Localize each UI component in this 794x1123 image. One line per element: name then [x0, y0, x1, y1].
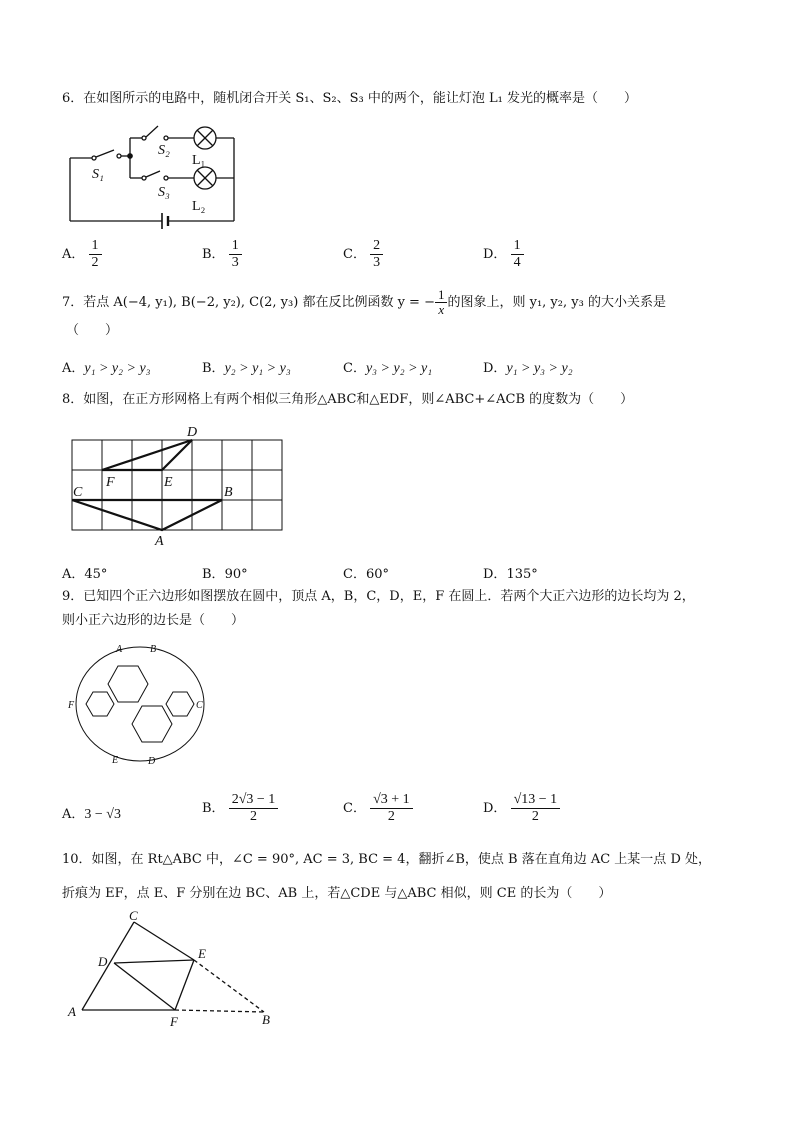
- s2-label: S₂: [158, 143, 170, 158]
- q8-grid-figure: [62, 420, 292, 550]
- q8-option-d[interactable]: D．135°: [483, 567, 538, 582]
- q7-option-a[interactable]: A．y₁ > y₂ > y₃: [62, 361, 151, 376]
- q7-option-c[interactable]: C．y₃ > y₂ > y₁: [343, 361, 433, 376]
- q6-option-d-frac: $\frac{1}{4}$: [511, 238, 524, 271]
- q10-label-c: C: [129, 908, 138, 923]
- s3-label: S₃: [158, 185, 170, 200]
- q8-stem: 8．如图，在正方形网格上有两个相似三角形△ABC和△EDF，则∠ABC+∠ACB 的度数为（ ）: [62, 392, 634, 407]
- q7-paren: （ ）: [66, 323, 119, 338]
- q7-stem: 7．若点 A(−4, y₁), B(−2, y₂), C(2, y₃) 都在反比例函数 y = − $\frac{1}{x}$ 的图象上，则 y₁, y₂, y₃ 的大小关系是: [62, 287, 666, 317]
- q8-option-a[interactable]: A．45°: [62, 567, 108, 582]
- q9-stem-line2: 则小正六边形的边长是（ ）: [62, 613, 245, 628]
- q9-label-f: F: [68, 700, 75, 711]
- q8-label-d: D: [187, 425, 198, 440]
- q10-triangle-figure: [62, 908, 282, 1028]
- q6-circuit-figure: [62, 116, 252, 231]
- q8-option-b[interactable]: B．90°: [202, 567, 248, 582]
- q9-label-e: E: [112, 755, 119, 766]
- q9-option-b[interactable]: B． $\frac{2√3 - 1}{2}$: [202, 792, 278, 825]
- q8-label-e: E: [164, 475, 173, 490]
- q8-label-c: C: [73, 485, 83, 500]
- q9-label-a: A: [116, 644, 123, 655]
- q6-option-b[interactable]: B． $\frac{1}{3}$: [202, 238, 242, 271]
- q10-label-b: B: [262, 1012, 270, 1027]
- q6-option-d[interactable]: D． $\frac{1}{4}$: [483, 238, 524, 271]
- q9-hexagon-figure: [66, 638, 216, 773]
- q8-label-f: F: [106, 475, 115, 490]
- q9-label-d: D: [148, 756, 156, 767]
- q9-option-d[interactable]: D． $\frac{√13 - 1}{2}$: [483, 792, 560, 825]
- q7-option-d[interactable]: D．y₁ > y₃ > y₂: [483, 361, 573, 376]
- q10-label-d: D: [98, 954, 108, 969]
- q10-label-e: E: [198, 946, 206, 961]
- q6-option-b-frac: $\frac{1}{3}$: [229, 238, 242, 271]
- q9-label-c: C: [196, 700, 203, 711]
- l2-label: L₂: [192, 199, 206, 214]
- q6-option-a-frac: $\frac{1}{2}$: [89, 238, 102, 271]
- q9-option-a[interactable]: A．3 − √3: [62, 807, 121, 822]
- q7-frac: $\frac{1}{x}$: [435, 288, 448, 317]
- q8-option-c[interactable]: C．60°: [343, 567, 389, 582]
- q6-option-a[interactable]: A． $\frac{1}{2}$: [62, 238, 102, 271]
- q6-option-c-frac: $\frac{2}{3}$: [370, 238, 383, 271]
- q7-option-b[interactable]: B．y₂ > y₁ > y₃: [202, 361, 291, 376]
- q10-stem-line2: 折痕为 EF，点 E、F 分别在边 BC、AB 上，若△CDE 与△ABC 相似，则 CE 的长为（ ）: [62, 886, 612, 901]
- q9-option-c[interactable]: C． $\frac{√3 + 1}{2}$: [343, 792, 413, 825]
- l1-label: L₁: [192, 153, 206, 168]
- q9-label-b: B: [150, 644, 157, 655]
- q10-label-a: A: [68, 1004, 76, 1019]
- s1-label: S₁: [92, 167, 104, 182]
- q6-option-c[interactable]: C． $\frac{2}{3}$: [343, 238, 383, 271]
- q8-label-b: B: [224, 485, 233, 500]
- q10-label-f: F: [170, 1014, 178, 1029]
- q10-stem-line1: 10．如图，在 Rt△ABC 中，∠C = 90°, AC = 3, BC = 4，翻折∠B，使点 B 落在直角边 AC 上某一点 D 处，: [62, 852, 711, 867]
- q8-label-a: A: [155, 534, 164, 549]
- q9-stem-line1: 9．已知四个正六边形如图摆放在圆中，顶点 A，B，C，D，E，F 在圆上．若两个大正六边形的边长均为 2，: [62, 589, 695, 604]
- q6-stem: 6．在如图所示的电路中，随机闭合开关 S₁、S₂、S₃ 中的两个，能让灯泡 L₁ 发光的概率是（ ）: [62, 91, 637, 106]
